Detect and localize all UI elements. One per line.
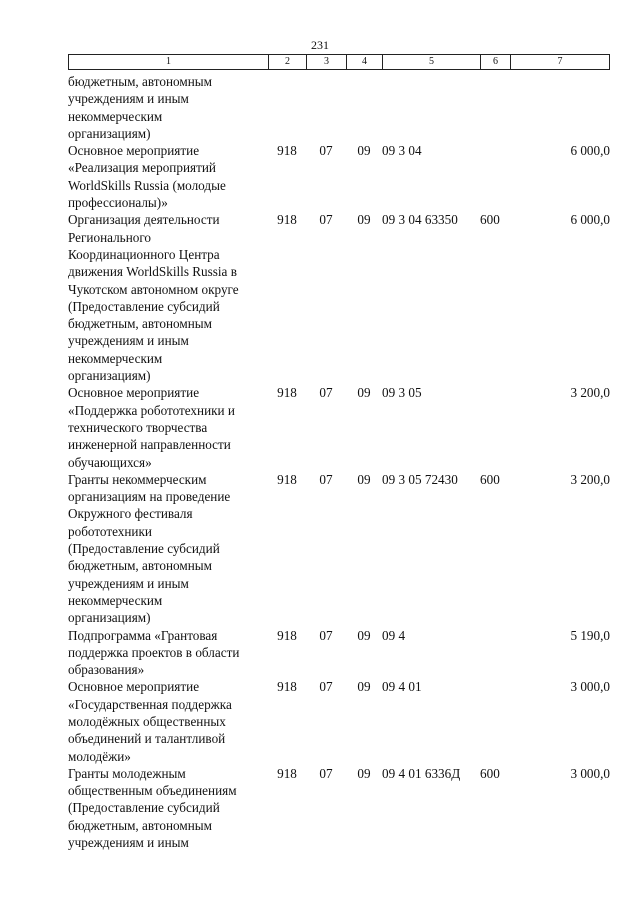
item-name-line: (Предоставление субсидий bbox=[68, 298, 220, 314]
item-name-line: учреждениям и иным bbox=[68, 835, 189, 851]
item-name bbox=[68, 384, 268, 470]
item-name-line: технического творчества bbox=[68, 419, 208, 435]
item-name-line: Организация деятельности bbox=[68, 212, 220, 228]
table-row bbox=[68, 678, 610, 764]
item-name-line: Основное мероприятие bbox=[68, 143, 200, 159]
amount: 3 200,0 bbox=[570, 385, 610, 401]
section-code: 07 bbox=[319, 471, 333, 487]
item-name-line: «Поддержка робототехники и bbox=[68, 402, 235, 418]
section-code: 07 bbox=[319, 212, 333, 228]
subsection-code: 09 bbox=[357, 212, 371, 228]
item-name-line: обучающихся» bbox=[68, 454, 152, 470]
item-name bbox=[68, 73, 268, 142]
item-name-line: объединений и талантливой bbox=[68, 731, 226, 747]
item-name-line: Регионального bbox=[68, 229, 152, 245]
item-name bbox=[68, 765, 268, 851]
item-name-line: организациям на проведение bbox=[68, 489, 231, 505]
expense-type-code bbox=[480, 384, 510, 470]
item-name-line: поддержка проектов в области bbox=[68, 644, 240, 660]
table-row bbox=[68, 384, 610, 470]
expense-type-code bbox=[480, 627, 510, 679]
item-name-line: Окружного фестиваля bbox=[68, 506, 193, 522]
ministry-code: 918 bbox=[277, 212, 297, 228]
table-row bbox=[68, 627, 610, 679]
column-header-2: 2 bbox=[269, 55, 307, 70]
ministry-code: 918 bbox=[277, 471, 297, 487]
section-code bbox=[306, 73, 346, 142]
section-code: 07 bbox=[319, 385, 333, 401]
item-name-line: образования» bbox=[68, 662, 145, 678]
section-code: 07 bbox=[319, 679, 333, 695]
amount: 6 000,0 bbox=[570, 212, 610, 228]
column-header-7: 7 bbox=[511, 55, 610, 70]
item-name-line: «Государственная поддержка bbox=[68, 696, 232, 712]
item-name-line: Координационного Центра bbox=[68, 246, 220, 262]
item-name bbox=[68, 627, 268, 679]
item-name-line: Основное мероприятие bbox=[68, 385, 200, 401]
page-number: 231 bbox=[311, 38, 329, 52]
section-code: 07 bbox=[319, 143, 333, 159]
subsection-code bbox=[346, 73, 382, 142]
section-code: 07 bbox=[319, 627, 333, 643]
item-name-line: WorldSkills Russia (молодые bbox=[68, 177, 226, 193]
column-header-6: 6 bbox=[481, 55, 511, 70]
ministry-code: 918 bbox=[277, 385, 297, 401]
target-article-code: 09 3 05 bbox=[382, 385, 422, 401]
table-row bbox=[68, 73, 610, 142]
amount: 6 000,0 bbox=[570, 143, 610, 159]
table-row bbox=[68, 765, 610, 851]
item-name-line: некоммерческим bbox=[68, 108, 163, 124]
item-name-line: Подпрограмма «Грантовая bbox=[68, 627, 218, 643]
item-name-line: молодёжных общественных bbox=[68, 713, 226, 729]
item-name-line: бюджетным, автономным bbox=[68, 558, 212, 574]
expense-type-code bbox=[480, 73, 510, 142]
ministry-code: 918 bbox=[277, 143, 297, 159]
amount bbox=[510, 73, 610, 142]
target-article-code: 09 3 04 bbox=[382, 143, 422, 159]
item-name-line: учреждениям и иным bbox=[68, 91, 189, 107]
target-article-code: 09 3 05 72430 bbox=[382, 471, 458, 487]
expense-type-code bbox=[480, 142, 510, 211]
item-name-line: инженерной направленности bbox=[68, 437, 231, 453]
item-name-line: Чукотском автономном округе bbox=[68, 281, 239, 297]
column-header-table bbox=[68, 54, 610, 70]
budget-table-body bbox=[68, 73, 610, 851]
item-name-line: профессионалы)» bbox=[68, 195, 168, 211]
item-name bbox=[68, 471, 268, 627]
item-name bbox=[68, 678, 268, 764]
subsection-code: 09 bbox=[357, 679, 371, 695]
item-name-line: движения WorldSkills Russia в bbox=[68, 264, 237, 280]
column-header-1: 1 bbox=[69, 55, 269, 70]
item-name-line: некоммерческим bbox=[68, 350, 163, 366]
table-row bbox=[68, 211, 610, 384]
expense-type-code: 600 bbox=[480, 471, 500, 487]
item-name-line: Гранты молодежным bbox=[68, 765, 186, 781]
table-row bbox=[68, 471, 610, 627]
subsection-code: 09 bbox=[357, 143, 371, 159]
item-name-line: организациям) bbox=[68, 125, 151, 141]
item-name-line: бюджетным, автономным bbox=[68, 817, 212, 833]
item-name bbox=[68, 142, 268, 211]
item-name-line: Гранты некоммерческим bbox=[68, 471, 207, 487]
column-header-4: 4 bbox=[347, 55, 383, 70]
column-header-5: 5 bbox=[383, 55, 481, 70]
item-name-line: организациям) bbox=[68, 368, 151, 384]
item-name-line: (Предоставление субсидий bbox=[68, 541, 220, 557]
ministry-code: 918 bbox=[277, 765, 297, 781]
item-name-line: учреждениям и иным bbox=[68, 575, 189, 591]
column-header-row bbox=[69, 55, 610, 70]
item-name-line: бюджетным, автономным bbox=[68, 74, 212, 89]
amount: 5 190,0 bbox=[570, 627, 610, 643]
column-header-3: 3 bbox=[307, 55, 347, 70]
subsection-code: 09 bbox=[357, 627, 371, 643]
expense-type-code: 600 bbox=[480, 212, 500, 228]
item-name-line: организациям) bbox=[68, 610, 151, 626]
expense-type-code bbox=[480, 678, 510, 764]
ministry-code: 918 bbox=[277, 627, 297, 643]
target-article-code: 09 3 04 63350 bbox=[382, 212, 458, 228]
target-article-code bbox=[382, 73, 480, 142]
target-article-code: 09 4 01 bbox=[382, 679, 422, 695]
item-name-line: молодёжи» bbox=[68, 748, 131, 764]
amount: 3 200,0 bbox=[570, 471, 610, 487]
target-article-code: 09 4 bbox=[382, 627, 406, 643]
ministry-code: 918 bbox=[277, 679, 297, 695]
item-name-line: «Реализация мероприятий bbox=[68, 160, 216, 176]
item-name-line: учреждениям и иным bbox=[68, 333, 189, 349]
item-name bbox=[68, 211, 268, 384]
expense-type-code: 600 bbox=[480, 765, 500, 781]
ministry-code bbox=[268, 73, 306, 142]
item-name-line: (Предоставление субсидий bbox=[68, 800, 220, 816]
subsection-code: 09 bbox=[357, 471, 371, 487]
section-code: 07 bbox=[319, 765, 333, 781]
subsection-code: 09 bbox=[357, 385, 371, 401]
target-article-code: 09 4 01 6336Д bbox=[382, 765, 461, 781]
table-row bbox=[68, 142, 610, 211]
amount: 3 000,0 bbox=[570, 765, 610, 781]
item-name-line: некоммерческим bbox=[68, 592, 163, 608]
item-name-line: общественным объединениям bbox=[68, 783, 237, 799]
amount: 3 000,0 bbox=[570, 679, 610, 695]
item-name-line: робототехники bbox=[68, 523, 152, 539]
item-name-line: бюджетным, автономным bbox=[68, 316, 212, 332]
subsection-code: 09 bbox=[357, 765, 371, 781]
item-name-line: Основное мероприятие bbox=[68, 679, 200, 695]
